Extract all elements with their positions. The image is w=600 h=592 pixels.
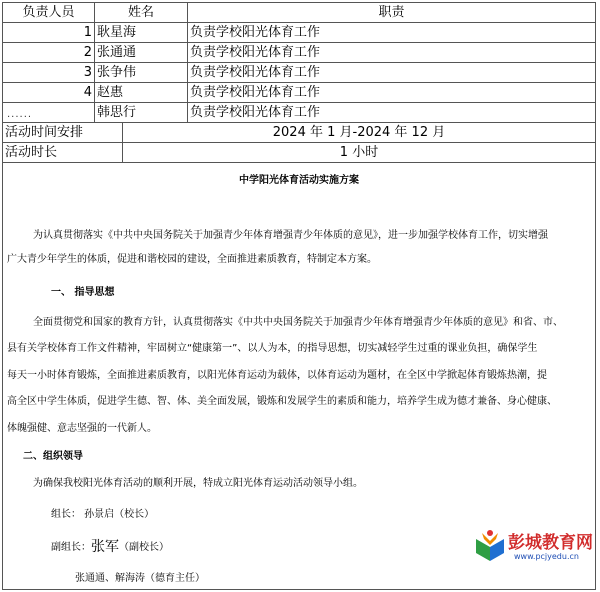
header-role: 负责人员 xyxy=(3,3,95,22)
watermark-brand: 彭城教育网 xyxy=(508,533,593,553)
row-duty: 负责学校阳光体育工作 xyxy=(190,25,321,40)
row-duty: 负责学校阳光体育工作 xyxy=(190,65,321,80)
table-row xyxy=(3,23,595,43)
section-1-line-1: 全面贯彻党和国家的教育方针，认真贯彻落实《中共中央国务院关于加强青少年体育增强青少年体质的意见》和省、市、 xyxy=(33,317,563,328)
leader-line: 组长： 孙景启（校长） xyxy=(51,509,155,520)
row-name: 张通通 xyxy=(95,43,188,62)
watermark-url: www.pcjyedu.cn xyxy=(514,552,579,561)
handwritten-signature: 张军 xyxy=(91,539,119,555)
row-number xyxy=(3,103,95,122)
section-1-line-2: 县有关学校体育工作文件精神，牢固树立“健康第一”、以人为本，的指导思想，切实减轻学生过重的课业负担，确保学生 xyxy=(7,343,538,354)
header-duty: 职责 xyxy=(378,5,405,20)
duration-value: 1 小时 xyxy=(339,145,379,160)
watermark-logo xyxy=(472,527,593,565)
deputy-role: （副校长） xyxy=(119,542,169,553)
row-number: 3 xyxy=(3,63,95,82)
row-duty: 负责学校阳光体育工作 xyxy=(190,85,321,100)
header-name: 姓名 xyxy=(95,3,188,22)
table-header-row xyxy=(3,3,595,23)
schedule-value: 2024 年 1 月-2024 年 12 月 xyxy=(272,125,446,140)
table-row xyxy=(3,103,595,123)
duration-row xyxy=(3,143,595,163)
deputy-label: 副组长： xyxy=(51,542,91,553)
row-number: 1 xyxy=(3,23,95,42)
row-name: 韩思行 xyxy=(95,103,188,122)
row-duty: 负责学校阳光体育工作 xyxy=(190,105,321,120)
intro-line-2: 广大青少年学生的体质，促进和谐校园的建设，全面推进素质教育，特制定本方案。 xyxy=(7,254,377,265)
row-number: 4 xyxy=(3,83,95,102)
section-2-line-1: 为确保我校阳光体育活动的顺利开展，特成立阳光体育运动活动领导小组。 xyxy=(33,478,363,489)
members-line: 张通通、解海涛（德育主任） xyxy=(75,573,205,584)
section-1-line-5: 体魄强健、意志坚强的一代新人。 xyxy=(7,423,157,434)
book-icon xyxy=(472,527,508,563)
deputy-line xyxy=(51,535,169,559)
row-duty: 负责学校阳光体育工作 xyxy=(190,45,321,60)
section-2-heading: 二、组织领导 xyxy=(23,451,83,462)
section-1-heading: 一、 指导思想 xyxy=(51,287,115,298)
schedule-label: 活动时间安排 xyxy=(3,123,123,142)
row-name: 耿星海 xyxy=(95,23,188,42)
section-1-line-4: 高全区中学生体质，促进学生德、智、体、美全面发展，锻炼和发展学生的素质和能力，培养学生成为德才兼备、身心健康、 xyxy=(7,396,557,407)
row-number: 2 xyxy=(3,43,95,62)
section-1-line-3: 每天一小时体育锻炼，全面推进素质教育，以阳光体育运动为载体，以体育运动为题材，在全区中学掀起体育锻炼热潮，提 xyxy=(7,370,547,381)
table-row xyxy=(3,63,595,83)
duration-label: 活动时长 xyxy=(3,143,123,162)
row-name: 张争伟 xyxy=(95,63,188,82)
schedule-row xyxy=(3,123,595,143)
table-row xyxy=(3,83,595,103)
document-sheet xyxy=(2,2,596,590)
row-name: 赵惠 xyxy=(95,83,188,102)
intro-line-1: 为认真贯彻落实《中共中央国务院关于加强青少年体育增强青少年体质的意见》，进一步加强学校体育工作，切实增强 xyxy=(33,230,548,241)
ellipsis-dots: ...... xyxy=(7,109,33,120)
plan-body xyxy=(3,169,595,589)
table-row xyxy=(3,43,595,63)
plan-title: 中学阳光体育活动实施方案 xyxy=(239,175,359,186)
